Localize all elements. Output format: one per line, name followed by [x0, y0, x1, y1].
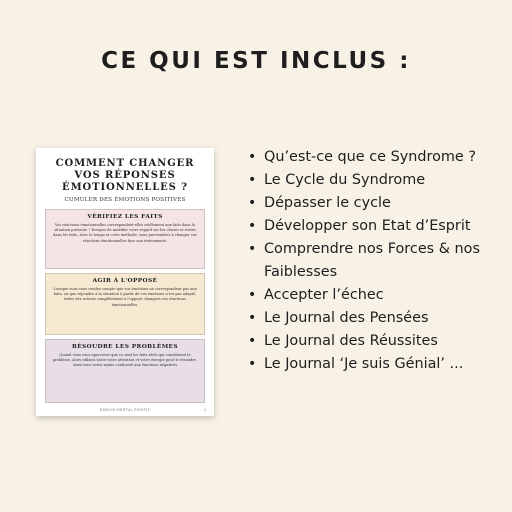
document-footer: ESPACE MENTAL POSITIF — [99, 408, 151, 412]
bullet-icon: • — [248, 310, 257, 326]
section-verify-facts — [45, 209, 205, 269]
document-subtitle: CUMULER DES ÉMOTIONS POSITIVES — [64, 197, 186, 203]
list-item-label: Comprendre nos Forces & nos Faiblesses — [264, 241, 480, 280]
bullet-icon: • — [248, 333, 257, 349]
included-items-list — [246, 146, 508, 376]
page-heading: CE QUI EST INCLUS : — [101, 48, 411, 74]
bullet-icon: • — [248, 356, 257, 372]
list-item-label: Le Journal ‘Je suis Génial’ ... — [264, 356, 464, 372]
list-item-label: Accepter l’échec — [264, 287, 384, 303]
list-item-label: Développer son Etat d’Esprit — [264, 218, 471, 234]
document-title-line: ÉMOTIONNELLES ? — [62, 182, 188, 193]
list-item — [246, 169, 508, 192]
document-preview — [36, 148, 214, 416]
list-item — [246, 330, 508, 353]
section-act-opposite — [45, 273, 205, 335]
section-title: RÉSOUDRE LES PROBLÈMES — [72, 344, 178, 350]
bullet-icon: • — [248, 172, 257, 188]
document-title — [45, 158, 205, 194]
section-body: Vos réactions émotionnelles correspondent-elles réellement aux faits dans la situation présente ? Essayez de modifier votre regard sur les choses et restez dans les faits. Avec le temps et cette méthode, vous parviendrez à changer vos réactions émotionnelles face aux événements. — [53, 223, 197, 243]
list-item-label: Le Cycle du Syndrome — [264, 172, 426, 188]
list-item — [246, 284, 508, 307]
bullet-icon: • — [248, 149, 257, 165]
section-body: Quand vous vous apercevez que ce sont les faits réels qui constituent le problème, alors utilisez toute votre attention et votre énergie pour le résoudre. Ainsi vous serez moins confronté aux émotions négatives — [52, 353, 198, 368]
document-page-number: 3 — [203, 408, 206, 412]
list-item-label: Qu’est-ce que ce Syndrome ? — [264, 149, 476, 165]
list-item-label: Le Journal des Réussites — [264, 333, 438, 349]
bullet-icon: • — [248, 218, 257, 234]
list-item — [246, 192, 508, 215]
section-body: Lorsque vous vous rendez compte que vos émotions ne correspondent pas aux faits, ou que répondre à la situation à partir de vos émotions n'est pas adapté, faites des actions complètement à l'opposé changera vos réactions émotionnelles. — [53, 287, 197, 307]
list-item-label: Le Journal des Pensées — [264, 310, 429, 326]
list-item — [246, 353, 508, 376]
list-item — [246, 146, 508, 169]
list-item-label: Dépasser le cycle — [264, 195, 391, 211]
list-item — [246, 238, 508, 284]
bullet-icon: • — [248, 287, 257, 303]
section-solve-problems — [45, 339, 205, 403]
section-title: AGIR À L'OPPOSÉ — [92, 278, 158, 284]
bullet-icon: • — [248, 241, 257, 257]
document-title-line: VOS RÉPONSES — [74, 170, 176, 181]
list-item — [246, 215, 508, 238]
section-title: VÉRIFIEZ LES FAITS — [87, 214, 163, 220]
list-item — [246, 307, 508, 330]
document-title-line: COMMENT CHANGER — [55, 158, 195, 169]
bullet-icon: • — [248, 195, 257, 211]
